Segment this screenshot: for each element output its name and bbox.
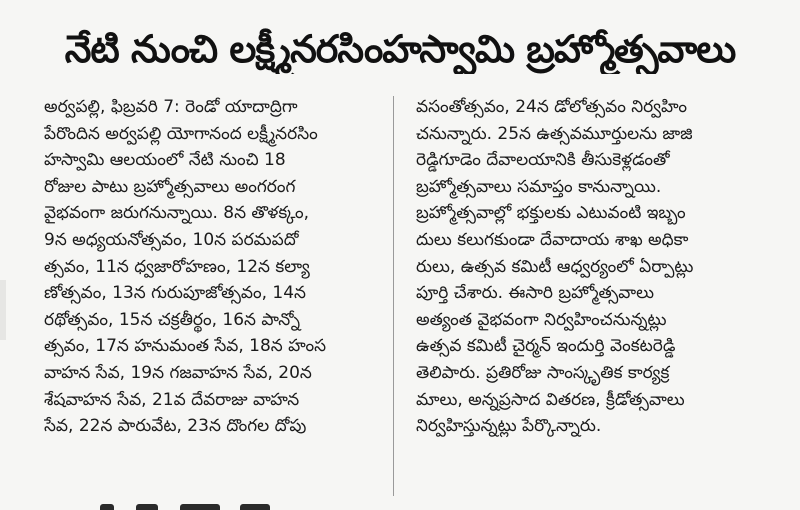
article-column-left bbox=[44, 94, 374, 440]
article-line: వసంతోత్సవం, 24న డోలోత్సవం నిర్వహిం bbox=[416, 97, 688, 117]
cut-off-next-text bbox=[40, 500, 370, 510]
article-line: రోజుల పాటు బ్రహ్మోత్సవాలు అంగరంగ bbox=[44, 176, 296, 197]
article-line: సేవ, 22న పారువేట, 23న దొంగల దోపు bbox=[44, 416, 307, 437]
article-line: అత్యంత వైభవంగా నిర్వహించనున్నట్లు bbox=[416, 309, 667, 330]
article-line: దులు కలుగకుండా దేవాదాయ శాఖ అధికా bbox=[416, 229, 689, 250]
text-fragment bbox=[180, 504, 220, 510]
article-line: పూర్తి చేశారు. ఈసారి బ్రహ్మోత్సవాలు bbox=[416, 283, 655, 304]
article-line: మాలు, అన్నప్రసాద వితరణ, క్రీడోత్సవాలు bbox=[416, 389, 685, 410]
article-line: శేషవాహన సేవ, 21వ దేవరాజు వాహన bbox=[44, 389, 300, 410]
article-line: వాహన సేవ, 19న గజవాహన సేవ, 20న bbox=[44, 362, 312, 383]
article-line: బ్రహ్మోత్సవాలు సమాప్తం కానున్నాయి. bbox=[416, 176, 662, 197]
article-line: అర్వపల్లి, ఫిబ్రవరి 7: రెండో యాదాద్రిగా bbox=[44, 97, 298, 117]
article-line: తెలిపారు. ప్రతిరోజు సాంస్కృతిక కార్యక్ర bbox=[416, 362, 670, 383]
article-line: చనున్నారు. 25న ఉత్సవమూర్తులను జాజి bbox=[416, 123, 693, 144]
article-line: హస్వామి ఆలయంలో నేటి నుంచి 18 bbox=[44, 150, 286, 171]
article-line: రెడ్డిగూడెం దేవాలయానికి తీసుకెళ్లడంతో bbox=[416, 150, 670, 171]
article-line: వైభవంగా జరుగనున్నాయి. 8న తొళక్కం, bbox=[44, 203, 310, 224]
article-line: త్సవం, 17న హనుమంత సేవ, 18న హంస bbox=[44, 336, 327, 357]
article-headline: నేటి నుంచి లక్ష్మీనరసింహస్వామి బ్రహ్మోత్సవాలు bbox=[64, 27, 736, 71]
article-line: త్సవం, 11న ధ్వజారోహణం, 12న కల్యా bbox=[44, 256, 310, 277]
text-fragment bbox=[136, 504, 158, 510]
column-divider bbox=[393, 96, 394, 496]
article-line: ఉత్సవ కమిటీ చైర్మన్ ఇందుర్తి వెంకటరెడ్డి bbox=[416, 336, 676, 357]
text-fragment bbox=[100, 504, 114, 510]
article-line: పేరొందిన అర్వపల్లి యోగానంద లక్ష్మీనరసిం bbox=[44, 123, 318, 144]
article-line: రులు, ఉత్సవ కమిటీ ఆధ్వర్యంలో ఏర్పాట్లు bbox=[416, 256, 694, 277]
article-line: నిర్వహిస్తున్నట్లు పేర్కొన్నారు. bbox=[416, 416, 602, 437]
cut-off-previous-text bbox=[0, 0, 800, 14]
article-line: ణోత్సవం, 13న గురుపూజోత్సవం, 14న bbox=[44, 283, 306, 304]
article-line: 9న అధ్యయనోత్సవం, 10న పరమపదో bbox=[44, 229, 299, 250]
text-fragment bbox=[240, 504, 270, 510]
article-line: రథోత్సవం, 15న చక్రతీర్థం, 16న పాన్నో bbox=[44, 309, 301, 330]
article-column-right bbox=[416, 94, 746, 440]
article-line: బ్రహ్మోత్సవాల్లో భక్తులకు ఎటువంటి ఇబ్బం bbox=[416, 203, 686, 224]
page-edge-shadow bbox=[0, 280, 6, 340]
